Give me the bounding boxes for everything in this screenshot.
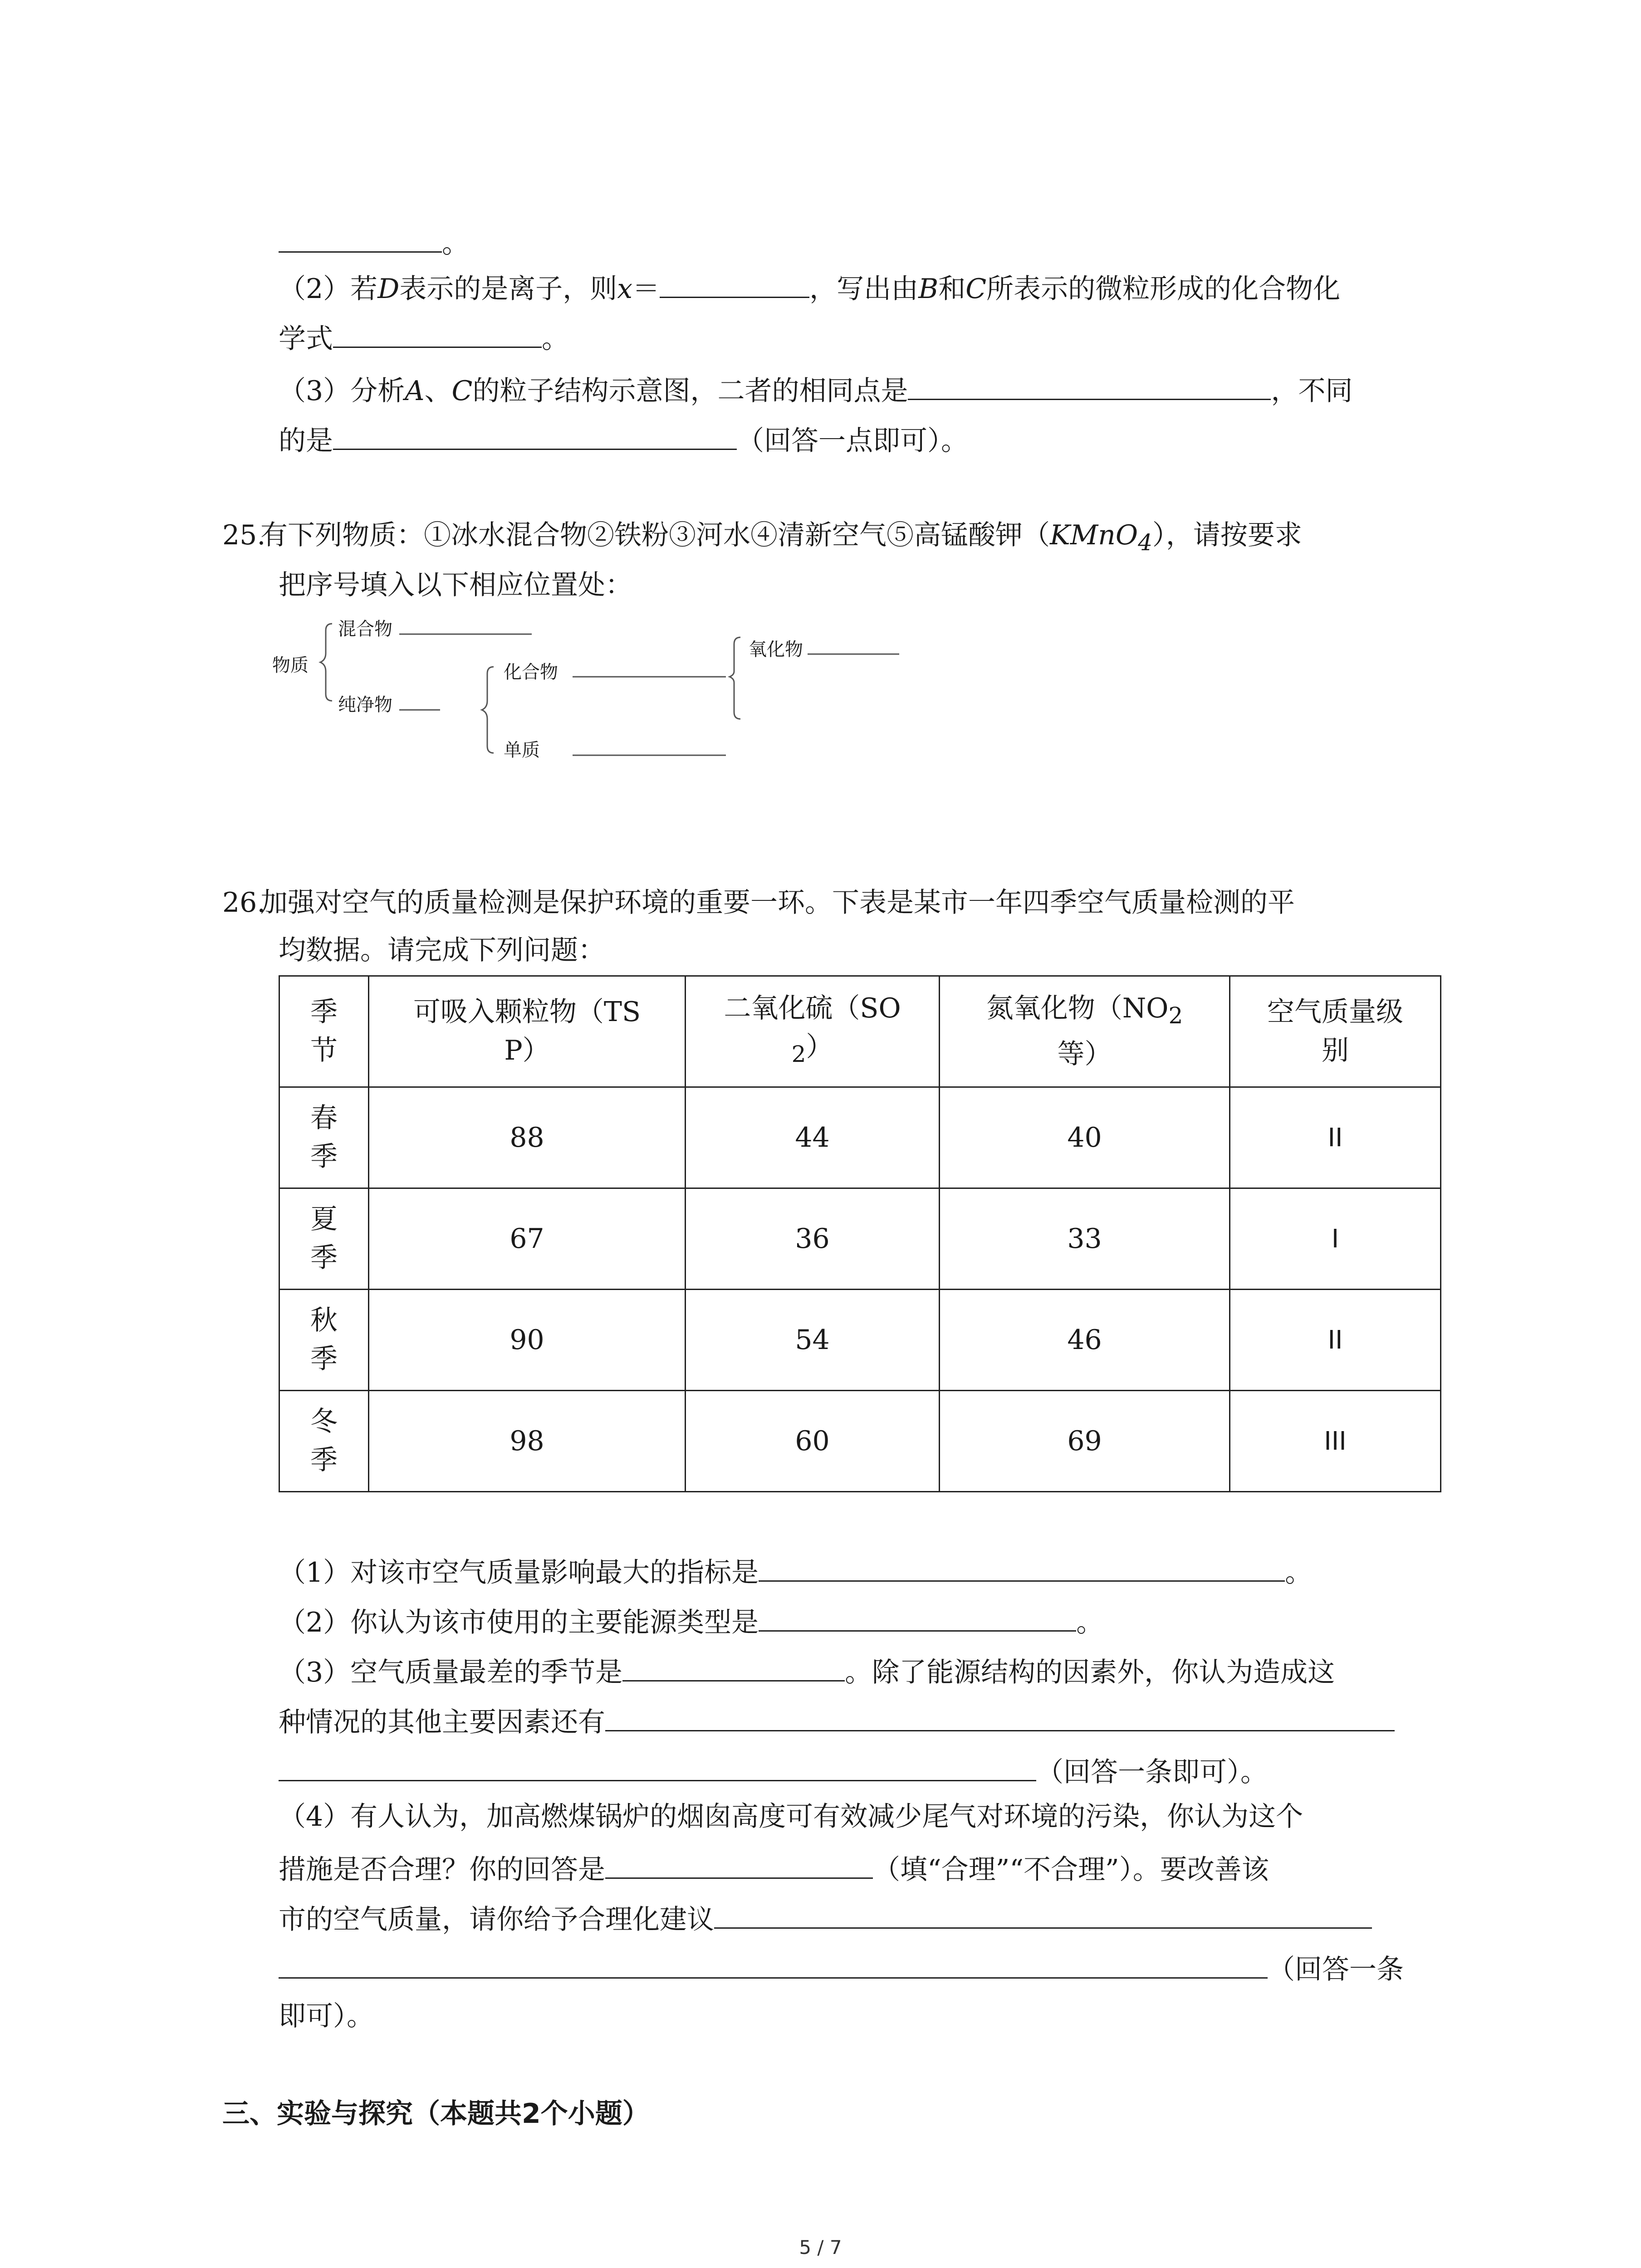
answer-blank-energy[interactable] bbox=[759, 1601, 1076, 1632]
cell-so2: 54 bbox=[686, 1290, 940, 1391]
header-season: 季 节 bbox=[279, 976, 369, 1087]
q24-cont-line: 。 bbox=[279, 222, 469, 262]
q26-part4-line4: （回答一条 bbox=[279, 1948, 1404, 1988]
q24-part2-line2: 学式 。 bbox=[279, 318, 569, 357]
cell-no2: 33 bbox=[940, 1188, 1230, 1290]
q26-line2: 均数据。请完成下列问题： bbox=[279, 934, 605, 966]
cell-so2: 60 bbox=[686, 1391, 940, 1492]
answer-blank-x[interactable] bbox=[660, 268, 809, 298]
label-substance: 物质 bbox=[272, 655, 309, 676]
cell-season: 秋 季 bbox=[279, 1290, 369, 1391]
answer-blank-factor-cont[interactable] bbox=[279, 1751, 1036, 1781]
cell-tsp: 88 bbox=[369, 1087, 686, 1188]
blank-oxide[interactable] bbox=[808, 628, 899, 654]
cell-season: 夏 季 bbox=[279, 1188, 369, 1290]
cell-so2: 36 bbox=[686, 1188, 940, 1290]
label-oxide: 氧化物 bbox=[749, 639, 803, 660]
table-row bbox=[279, 1290, 1441, 1391]
q26-part4-line3: 市的空气质量，请你给予合理化建议 bbox=[279, 1898, 1372, 1938]
cell-grade: III bbox=[1230, 1391, 1441, 1492]
classification-diagram bbox=[272, 608, 953, 762]
cell-grade: II bbox=[1230, 1290, 1441, 1391]
section-title: 三、实验与探究（本题共2个小题） bbox=[222, 2098, 650, 2130]
cell-tsp: 90 bbox=[369, 1290, 686, 1391]
q26-part4-line1: （4）有人认为，加高燃煤锅炉的烟囱高度可有效减少尾气对环境的污染，你认为这个 bbox=[279, 1801, 1303, 1833]
answer-blank-same[interactable] bbox=[908, 370, 1271, 400]
cell-grade: I bbox=[1230, 1188, 1441, 1290]
answer-blank-suggestion[interactable] bbox=[714, 1898, 1372, 1929]
cell-season: 春 季 bbox=[279, 1087, 369, 1188]
table-row bbox=[279, 1188, 1441, 1290]
answer-blank-factor[interactable] bbox=[605, 1701, 1395, 1731]
air-quality-table bbox=[279, 975, 1441, 1492]
question-number: 25. bbox=[222, 519, 266, 551]
answer-blank-diff[interactable] bbox=[333, 420, 737, 450]
page-number: 5 / 7 bbox=[799, 2236, 842, 2258]
cell-tsp: 98 bbox=[369, 1391, 686, 1492]
blank-element[interactable] bbox=[573, 729, 726, 755]
answer-blank-reasonable[interactable] bbox=[605, 1848, 873, 1879]
cell-grade: II bbox=[1230, 1087, 1441, 1188]
q26-part4-line2: 措施是否合理？你的回答是 （填“合理”“不合理”）。要改善该 bbox=[279, 1848, 1269, 1888]
label-element: 单质 bbox=[504, 740, 540, 761]
q26-part4-line5: 即可）。 bbox=[279, 2000, 374, 2032]
label-mixture: 混合物 bbox=[338, 619, 392, 640]
header-tsp: 可吸入颗粒物（TS P） bbox=[369, 976, 686, 1087]
q24-part3-line2: 的是 （回答一点即可）。 bbox=[279, 420, 968, 459]
question-number: 26. bbox=[222, 887, 266, 919]
table-row bbox=[279, 1087, 1441, 1188]
q26-part3-line3: （回答一条即可）。 bbox=[279, 1751, 1268, 1790]
label-pure: 纯净物 bbox=[338, 694, 392, 715]
q25-line1: 25.有下列物质：①冰水混合物②铁粉③河水④清新空气⑤高锰酸钾（KMnO$_4$），请按要求 bbox=[222, 517, 1302, 561]
cell-season: 冬 季 bbox=[279, 1391, 369, 1492]
answer-blank-indicator[interactable] bbox=[759, 1551, 1285, 1582]
q26-part3-line1: （3）空气质量最差的季节是 。除了能源结构的因素外，你认为造成这 bbox=[279, 1651, 1335, 1691]
answer-blank-formula[interactable] bbox=[333, 318, 542, 348]
cell-so2: 44 bbox=[686, 1087, 940, 1188]
q26-part1: （1）对该市空气质量影响最大的指标是 。 bbox=[279, 1551, 1312, 1591]
answer-blank[interactable] bbox=[279, 222, 442, 253]
blank-mixture[interactable] bbox=[399, 608, 532, 634]
q26-part2: （2）你认为该市使用的主要能源类型是 。 bbox=[279, 1601, 1103, 1641]
table-header-row bbox=[279, 976, 1441, 1087]
answer-blank-season[interactable] bbox=[622, 1651, 845, 1681]
cell-no2: 40 bbox=[940, 1087, 1230, 1188]
answer-blank-suggestion-cont[interactable] bbox=[279, 1948, 1268, 1979]
blank-compound[interactable] bbox=[573, 650, 726, 677]
cell-no2: 69 bbox=[940, 1391, 1230, 1492]
header-so2: 二氧化硫（SO $_2$） bbox=[686, 976, 940, 1087]
label-compound: 化合物 bbox=[504, 662, 558, 683]
q25-line2: 把序号填入以下相应位置处： bbox=[279, 569, 632, 601]
header-grade: 空气质量级 别 bbox=[1230, 976, 1441, 1087]
q24-part3-line1: （3）分析A、C的粒子结构示意图，二者的相同点是 ，不同 bbox=[279, 370, 1352, 409]
cell-no2: 46 bbox=[940, 1290, 1230, 1391]
header-no2: 氮氧化物（$NO_2$ 等） bbox=[940, 976, 1230, 1087]
table-row bbox=[279, 1391, 1441, 1492]
q26-part3-line2: 种情况的其他主要因素还有 bbox=[279, 1701, 1395, 1740]
q26-line1: 26.加强对空气的质量检测是保护环境的重要一环。下表是某市一年四季空气质量检测的平 bbox=[222, 885, 1295, 921]
q24-part2-line1: （2）若D表示的是离子，则x＝ ，写出由B和C所表示的微粒形成的化合物化 bbox=[279, 268, 1340, 307]
cell-tsp: 67 bbox=[369, 1188, 686, 1290]
